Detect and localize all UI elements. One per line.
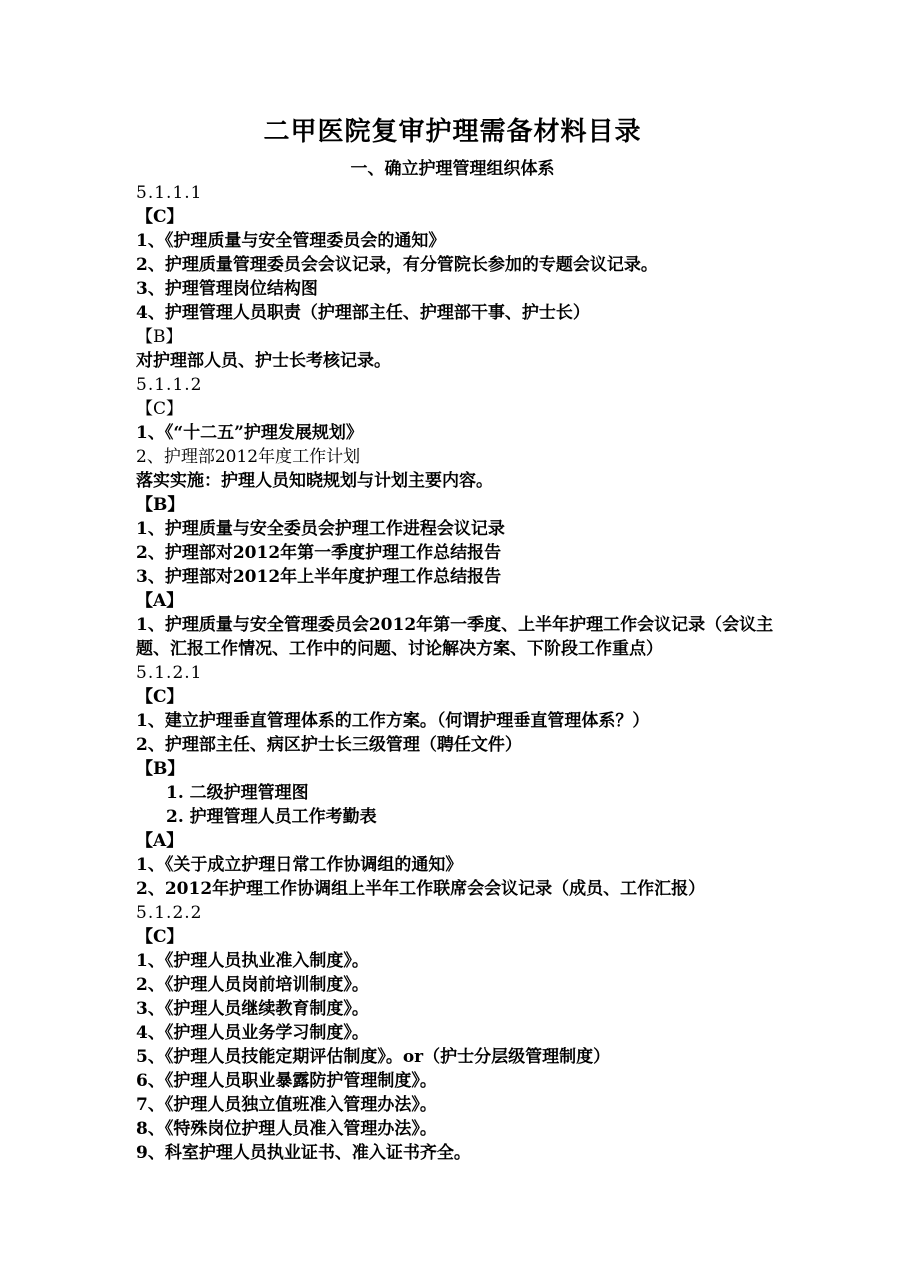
list-item: 3、《护理人员继续教育制度》。: [136, 999, 369, 1019]
list-item: 2、护理部对2012年第一季度护理工作总结报告: [136, 543, 502, 563]
list-item: 2、《护理人员岗前培训制度》。: [136, 975, 369, 995]
list-item: 落实实施：护理人员知晓规划与计划主要内容。: [136, 471, 493, 491]
list-item: 7、《护理人员独立值班准入管理办法》。: [136, 1095, 437, 1115]
list-item: 5、《护理人员技能定期评估制度》。or（护士分层级管理制度）: [136, 1047, 611, 1067]
list-item: 1、《关于成立护理日常工作协调组的通知》: [136, 855, 463, 875]
list-item: 【C】: [136, 207, 184, 227]
list-item: 【B】: [136, 759, 185, 779]
list-item: 【C】: [136, 687, 184, 707]
list-item: 【B】: [136, 495, 185, 515]
list-item: 3、护理管理岗位结构图: [136, 279, 318, 299]
section-code: 5.1.2.2: [136, 903, 203, 923]
section-heading: 一、确立护理管理组织体系: [350, 159, 555, 179]
section-code: 5.1.1.1: [136, 183, 203, 203]
list-item: 【A】: [136, 831, 184, 851]
list-item: 6、《护理人员职业暴露防护管理制度》。: [136, 1071, 437, 1091]
list-item: 2. 护理管理人员工作考勤表: [166, 807, 377, 827]
list-item: 8、《特殊岗位护理人员准入管理办法》。: [136, 1119, 437, 1139]
list-item: 【C】: [136, 399, 184, 419]
list-item: 【B】: [136, 327, 183, 347]
list-item: 1、护理质量与安全委员会护理工作进程会议记录: [136, 519, 505, 539]
list-item: 3、护理部对2012年上半年度护理工作总结报告: [136, 567, 502, 587]
section-code: 5.1.2.1: [136, 663, 203, 683]
document-title: 二甲医院复审护理需备材料目录: [263, 117, 642, 147]
list-item: 1、《“十二五”护理发展规划》: [136, 423, 363, 443]
list-item: 2、护理部2012年度工作计划: [136, 447, 361, 467]
list-item: 1、建立护理垂直管理体系的工作方案。（何谓护理垂直管理体系？）: [136, 711, 650, 731]
list-item: 【A】: [136, 591, 184, 611]
content-lines: [136, 181, 786, 1165]
list-item: 4、《护理人员业务学习制度》。: [136, 1023, 369, 1043]
list-item: 【C】: [136, 927, 184, 947]
list-item: 对护理部人员、护士长考核记录。: [136, 351, 391, 371]
list-item: 1、《护理质量与安全管理委员会的通知》: [136, 231, 446, 251]
section-code: 5.1.1.2: [136, 375, 203, 395]
list-item: 4、护理管理人员职责（护理部主任、护理部干事、护士长）: [136, 303, 590, 323]
list-item: 1. 二级护理管理图: [166, 783, 309, 803]
list-item: 2、2012年护理工作协调组上半年工作联席会会议记录（成员、工作汇报）: [136, 879, 706, 899]
list-item: 9、科室护理人员执业证书、准入证书齐全。: [136, 1143, 471, 1163]
list-item: 1、《护理人员执业准入制度》。: [136, 951, 369, 971]
list-item: 1、护理质量与安全管理委员会2012年第一季度、上半年护理工作会议记录（会议主题、汇报工作情况、工作中的问题、讨论解决方案、下阶段工作重点）: [136, 615, 774, 659]
list-item: 2、护理部主任、病区护士长三级管理（聘任文件）: [136, 735, 522, 755]
list-item: 2、护理质量管理委员会会议记录，有分管院长参加的专题会议记录。: [136, 255, 658, 275]
